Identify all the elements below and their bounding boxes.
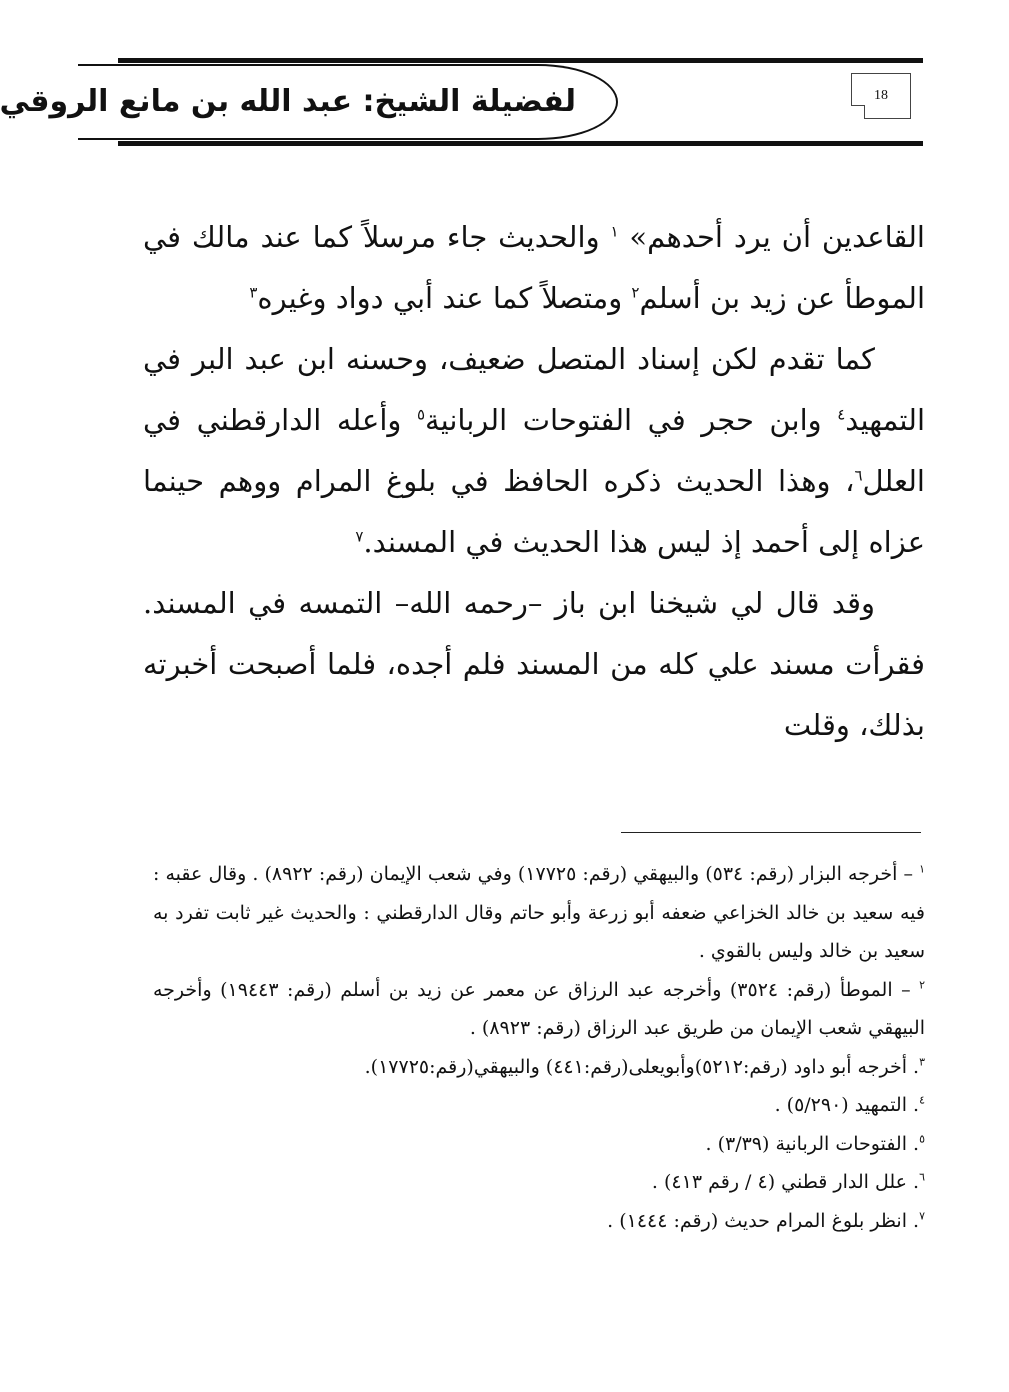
footnote-mark: ٤ [919,1093,925,1107]
header-bottom-rule [118,141,923,146]
footnote-reference[interactable]: ٥ [416,405,426,424]
footnote-mark: ٢ [919,978,926,992]
footnote-text: . الفتوحات الربانية (٣/٣٩) . [705,1132,920,1155]
footnote-text: . التمهيد (٥/٢٩٠) . [774,1094,920,1116]
footnote-reference[interactable]: ٢ [631,283,640,302]
footnote-mark: ٧ [919,1209,925,1223]
footnote-text: – أخرجه البزار (رقم: ٥٣٤) والبيهقي (رقم: ١٧٧٢٥) وفي شعب الإيمان (رقم: ٨٩٢٢) . وقال عقبه : فيه سعيد بن خالد الخزاعي ضعفه أبو زرعة وأبو حاتم وقال الدارقطني : والحديث غير ثابت تفرد به سعيد بن خالد وليس بالقوي . [153,863,925,962]
page-number: 18 [851,73,911,119]
running-header-title: لفضيلة الشيخ: عبد الله بن مانع الروقي [0,84,576,119]
footnote-text: – الموطأ (رقم: ٣٥٢٤) وأخرجه عبد الرزاق عن معمر عن زيد بن أسلم (رقم: ١٩٤٤٣) وأخرجه البيهقي شعب الإيمان من طريق عبد الرزاق (رقم: ٨٩٢٣) . [153,978,925,1039]
page-corner-fold-icon [851,105,865,119]
body-paragraph [143,329,925,573]
paragraph-text: ، وهذا الحديث ذكره الحافظ في بلوغ المرام ووهم حينما عزاه إلى أحمد إذ ليس هذا الحديث في المسند. [143,464,925,559]
footnote-reference[interactable]: ٣ [249,283,258,302]
main-text [143,207,925,756]
body-paragraph [143,207,925,329]
footnote-reference[interactable]: ٧ [355,527,364,546]
footnote-text: . أخرجه أبو داود (رقم:٥٢١٢)وأبويعلى(رقم:٤٤١) والبيهقي(رقم:١٧٧٢٥). [364,1055,920,1078]
header-top-rule [118,58,923,63]
footnote [153,855,925,971]
footnote-text: . علل الدار قطني (٤ / رقم ٤١٣) . [651,1171,920,1193]
footnote [153,1125,925,1164]
footnotes [153,855,925,1240]
footnote-mark: ١ [919,862,925,876]
footnote [153,971,925,1048]
footnote [153,1048,925,1087]
footnote [153,1086,925,1125]
footnote-reference[interactable]: ١ [610,222,619,241]
footnote-text: . انظر بلوغ المرام حديث (رقم: ١٤٤٤) . [607,1209,920,1232]
paragraph-text: ومتصلاً كما عند أبي دواد وغيره [257,281,632,315]
paragraph-text: والحديث جاء مرسلاً كما عند مالك في الموطأ عن زيد بن أسلم [143,220,925,315]
paragraph-text: القاعدين أن يرد أحدهم» [618,220,925,254]
footnote-mark: ٥ [919,1132,925,1146]
body-paragraph [143,573,925,756]
paragraph-text: وأعله الدارقطني في العلل [143,403,925,498]
footnote-mark: ٦ [919,1170,925,1184]
footnote-mark: ٣ [919,1055,925,1069]
footnote [153,1163,925,1202]
footnote-separator [621,832,921,833]
footnote-reference[interactable]: ٤ [837,405,846,424]
footnote-reference[interactable]: ٦ [854,466,863,485]
paragraph-text: وابن حجر في الفتوحات الربانية [425,403,838,437]
paragraph-text: وقد قال لي شيخنا ابن باز –رحمه الله– التمسه في المسند. فقرأت مسند علي كله من المسند فلم أجده، فلما أصبحت أخبرته بذلك، وقلت [143,586,925,742]
footnote [153,1202,925,1241]
paragraph-text: كما تقدم لكن إسناد المتصل ضعيف، وحسنه ابن عبد البر في التمهيد [143,342,925,437]
